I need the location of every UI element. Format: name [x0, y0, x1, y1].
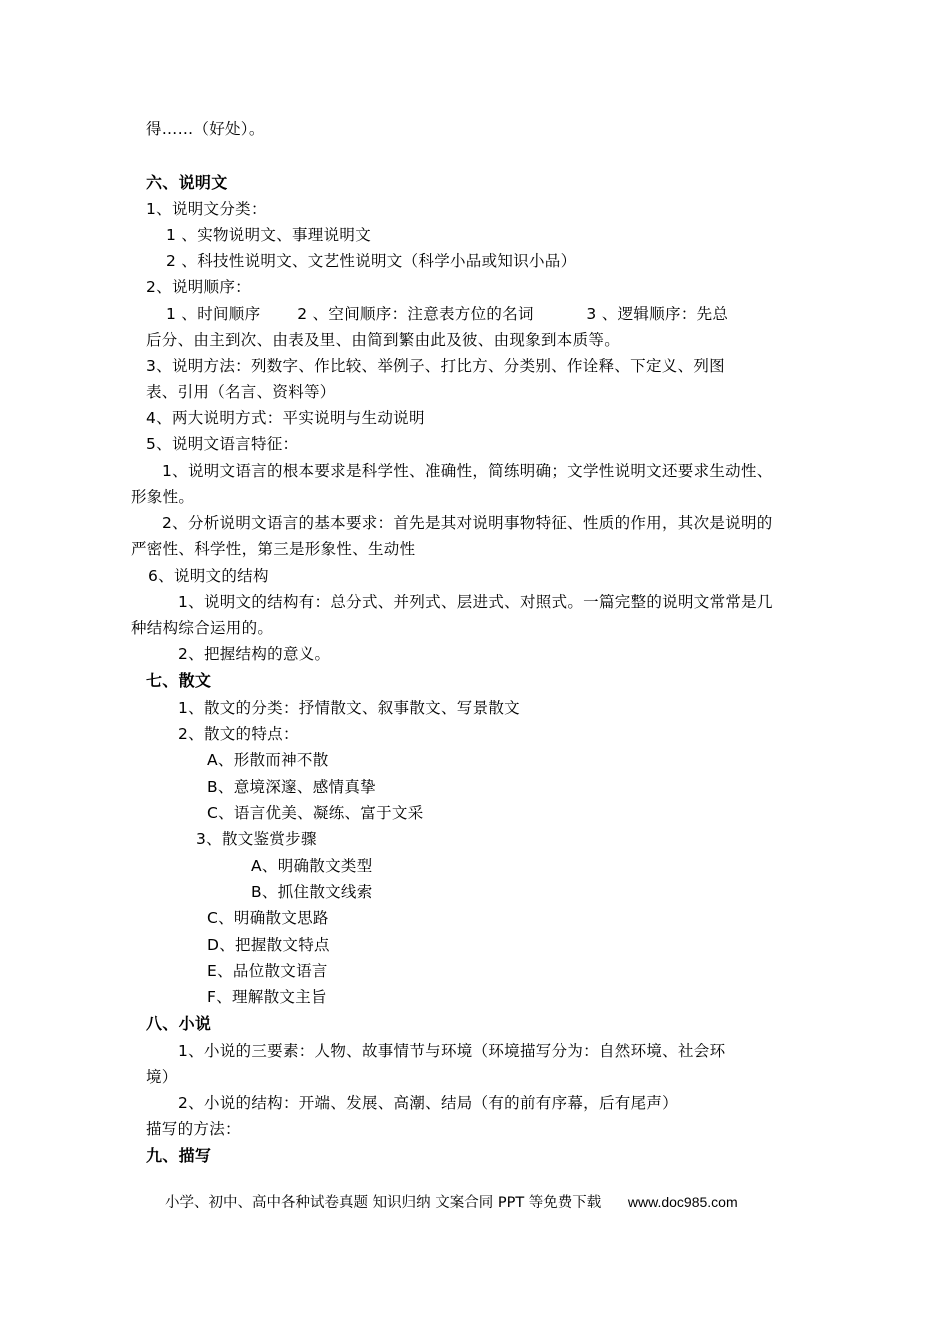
text-line: 境） — [146, 1068, 178, 1086]
text-line: 1、说明文的结构有：总分式、并列式、层进式、对照式。一篇完整的说明文常常是几 — [178, 593, 773, 611]
text-line: 2、说明顺序： — [146, 278, 251, 296]
text-line: 1 、实物说明文、事理说明文 — [166, 226, 371, 244]
text-line: 描写的方法： — [146, 1120, 241, 1138]
text-line: 严密性、科学性，第三是形象性、生动性 — [131, 540, 416, 558]
text-line: 1、说明文语言的根本要求是科学性、准确性，简练明确；文学性说明文还要求生动性、 — [162, 462, 773, 480]
text-line: 1、散文的分类：抒情散文、叙事散文、写景散文 — [178, 699, 520, 717]
text-line: B、抓住散文线索 — [251, 883, 373, 901]
section-heading: 九、描写 — [146, 1146, 212, 1165]
text-line: 3、说明方法：列数字、作比较、举例子、打比方、分类别、作诠释、下定义、列图 — [146, 357, 725, 375]
text-line: C、语言优美、凝练、富于文采 — [207, 804, 424, 822]
text-line: 2、分析说明文语言的基本要求：首先是其对说明事物特征、性质的作用，其次是说明的 — [162, 514, 773, 532]
text-line: 1、说明文分类： — [146, 200, 267, 218]
page-footer — [165, 1192, 738, 1213]
text-line: 1 、时间顺序 2 、空间顺序：注意表方位的名词 3 、逻辑顺序：先总 — [166, 305, 729, 323]
text-line: 2、小说的结构：开端、发展、高潮、结局（有的前有序幕，后有尾声） — [178, 1094, 678, 1112]
text-line: 2、散文的特点： — [178, 725, 299, 743]
text-line: 种结构综合运用的。 — [131, 619, 274, 637]
text-line: 得……（好处）。 — [146, 120, 265, 138]
footer-link[interactable]: www.doc985.com — [627, 1194, 738, 1210]
text-line: 3、散文鉴赏步骤 — [196, 830, 317, 848]
text-line: 2、把握结构的意义。 — [178, 645, 331, 663]
section-heading: 七、散文 — [146, 671, 212, 690]
section-heading: 八、小说 — [146, 1014, 212, 1033]
text-line: A、形散而神不散 — [207, 751, 329, 769]
text-line: 6、说明文的结构 — [148, 567, 269, 585]
text-line: 表、引用（名言、资料等） — [146, 383, 336, 401]
text-line: 4、两大说明方式：平实说明与生动说明 — [146, 409, 425, 427]
text-line: E、品位散文语言 — [207, 962, 328, 980]
text-line: A、明确散文类型 — [251, 857, 373, 875]
text-line: D、把握散文特点 — [207, 936, 330, 954]
text-line: 5、说明文语言特征： — [146, 435, 299, 453]
text-line: 后分、由主到次、由表及里、由简到繁由此及彼、由现象到本质等。 — [146, 331, 621, 349]
footer-text: 小学、初中、高中各种试卷真题 知识归纳 文案合同 PPT 等免费下载 — [165, 1195, 602, 1211]
text-line: 1、小说的三要素：人物、故事情节与环境（环境描写分为：自然环境、社会环 — [178, 1042, 726, 1060]
text-line: B、意境深邃、感情真挚 — [207, 778, 376, 796]
text-line: 2 、科技性说明文、文艺性说明文（科学小品或知识小品） — [166, 252, 577, 270]
text-line: F、理解散文主旨 — [207, 988, 327, 1006]
text-line: 形象性。 — [131, 488, 195, 506]
section-heading: 六、说明文 — [146, 173, 228, 192]
text-line: C、明确散文思路 — [207, 909, 329, 927]
